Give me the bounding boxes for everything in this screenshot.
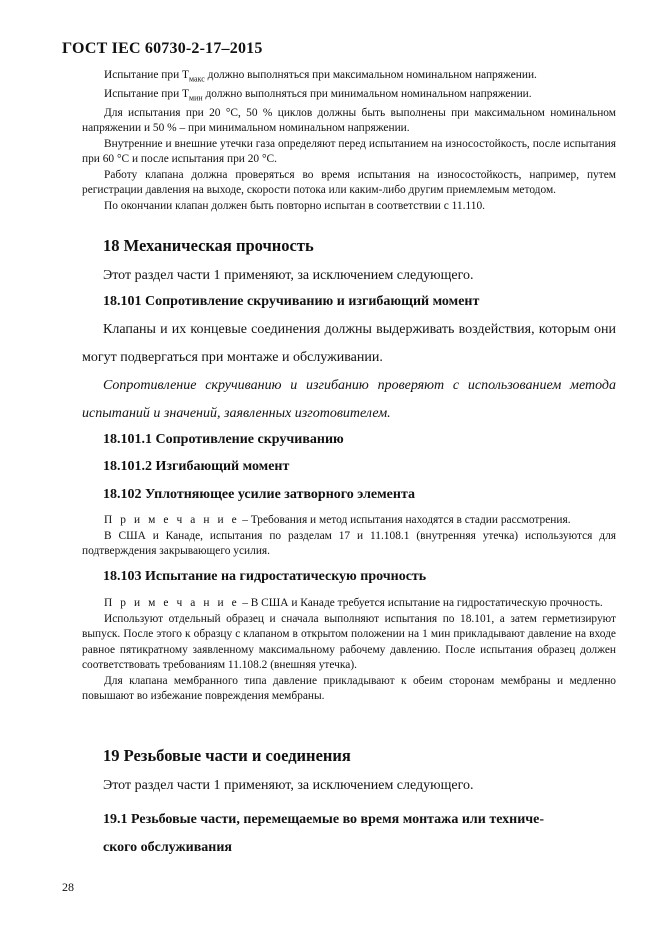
section-18-102-title: 18.102 Уплотняющее усилие затворного элемента: [103, 487, 416, 502]
section-18-103-body: [82, 596, 616, 705]
section-18-101-title: 18.101 Сопротивление скручиванию и изгибающий момент: [103, 294, 480, 309]
section-18-101-body: [82, 316, 616, 428]
section-18-103-note: П р и м е ч а н и е – В США и Канаде требуется испытание на гидростатическую прочность.: [104, 597, 603, 609]
section-19-intro-block: [82, 772, 616, 800]
section-18-101-text: Клапаны и их концевые соединения должны выдерживать воздействия, которым они могут подвергаться при монтаже и обслуживании.: [82, 322, 616, 365]
section-19-intro: Этот раздел части 1 применяют, за исключением следующего.: [103, 778, 474, 793]
section-18-103-title: 18.103 Испытание на гидростатическую прочность: [103, 569, 427, 584]
page-number: 28: [62, 880, 74, 894]
section-18-102-note: П р и м е ч а н и е – Требования и метод испытания находятся в стадии рассмотрения.: [104, 514, 571, 526]
paragraph-retest: По окончании клапан должен быть повторно испытан в соответствии с 11.110.: [104, 199, 485, 212]
section-18-103-text2: Для клапана мембранного типа давление прикладывают к обеим сторонам мембраны и медленно повышают во избежание повреждения мембраны.: [82, 674, 616, 702]
document-header: ГОСТ IEC 60730-2-17–2015: [62, 40, 263, 57]
paragraph-tmin: Испытание при $T_{мин}$ должно выполняться при минимальном номинальном напряжении.: [104, 87, 532, 103]
section-18-title: 18 Механическая прочность: [103, 236, 314, 255]
section-19-1-title: 19.1 Резьбовые части, перемещаемые во время монтажа или техниче- ского обслуживания: [103, 812, 545, 855]
intro-paragraphs: [82, 68, 616, 214]
paragraph-tmax: Испытание при $T_{макс}$ должно выполняться при максимальном номинальном напряжении.: [104, 69, 537, 84]
section-18-103-text1: Используют отдельный образец и сначала выполняют испытания по 18.101, а затем герметизируют выпуск. После этого к образцу с клапаном в открытом положении на 1 мин прикладывают давление на входе равное пятикратному заявленному максимальному рабочему давлению. После испытания образец должен соответствовать требованиям 11.108.2 (внешняя утечка).: [82, 612, 616, 671]
paragraph-20c: Для испытания при 20 °С, 50 % циклов должны быть выполнены при максимальном номинальном напряжении и 50 % – при минимальном номинальном напряжении.: [82, 106, 616, 135]
section-18-intro: Этот раздел части 1 применяют, за исключением следующего.: [103, 268, 474, 283]
section-18-102-body: [82, 513, 616, 560]
section-18-101-1-title: 18.101.1 Сопротивление скручиванию: [103, 432, 344, 447]
paragraph-operation: Работу клапана должна проверяться во время испытания на износостойкость, например, путем регистрации давления на выходе, скорости потока или каким-либо другим приемлемым методом.: [82, 168, 616, 197]
section-19-title: 19 Резьбовые части и соединения: [103, 746, 351, 765]
section-18-101-italic: Сопротивление скручиванию и изгибанию проверяют с использованием метода испытаний и значений, заявленных изготовителем.: [82, 378, 616, 421]
section-18-101-2-title: 18.101.2 Изгибающий момент: [103, 459, 290, 474]
section-18-102-text: В США и Канаде, испытания по разделам 17 и 11.108.1 (внутренняя утечка) используются для подтверждения закрывающего усилия.: [82, 529, 616, 557]
paragraph-leaks: Внутренние и внешние утечки газа определяют перед испытанием на износостойкость, после испытания при 60 °С и после испытания при 20 °С.: [82, 137, 616, 166]
section-18-intro-block: [82, 262, 616, 290]
